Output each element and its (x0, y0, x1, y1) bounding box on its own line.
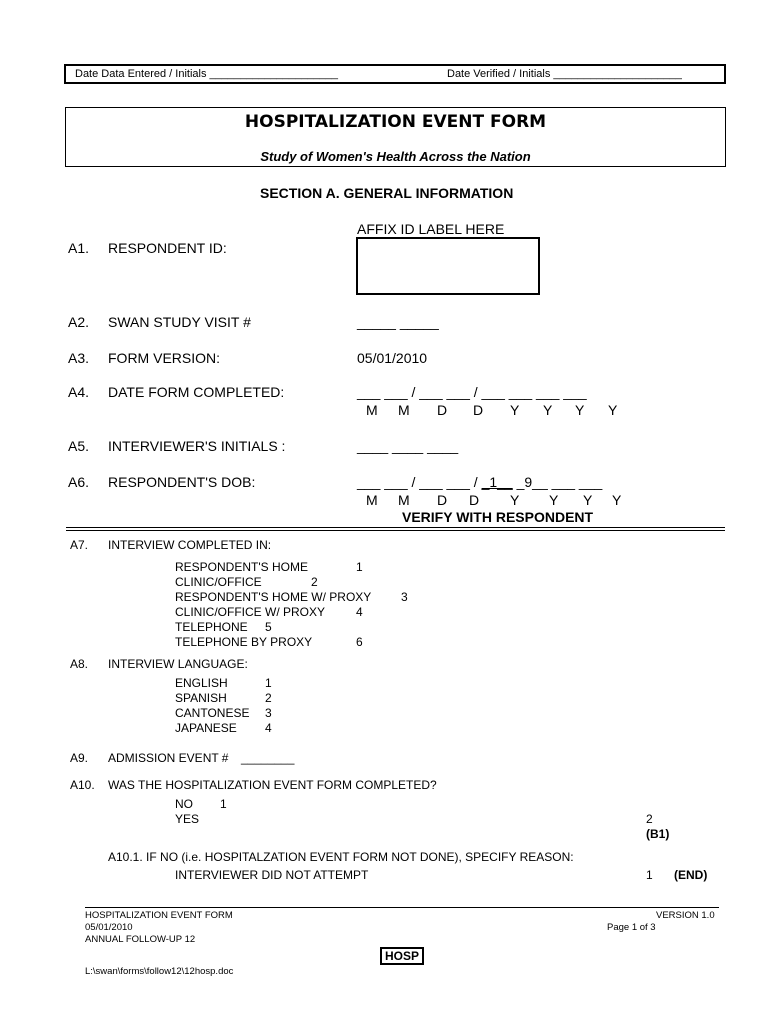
date-completed-field[interactable]: ___ ___ / ___ ___ / ___ ___ ___ ___ (357, 384, 587, 400)
footer-date: 05/01/2010 (85, 922, 133, 933)
date-letter: Y (510, 402, 520, 418)
a10-yes-option[interactable]: YES (175, 812, 200, 826)
a6-label: RESPONDENT'S DOB: (108, 474, 256, 490)
a7-option[interactable]: RESPONDENT'S HOME (175, 560, 308, 574)
a6-number: A6. (68, 474, 90, 490)
date-letter: D (437, 402, 448, 418)
a7-option[interactable]: RESPONDENT'S HOME W/ PROXY (175, 590, 372, 604)
a7-number: A7. (70, 538, 89, 552)
a7-option-code: 2 (311, 575, 318, 589)
a10-1-code: 1 (646, 868, 653, 882)
a7-option-code: 4 (356, 605, 363, 619)
date-entered-field[interactable]: Date Data Entered / Initials _____________________ (75, 68, 338, 80)
dob-year-digit-1: _1__ (481, 474, 513, 490)
footer-visit: ANNUAL FOLLOW-UP 12 (85, 934, 196, 945)
footer-version: VERSION 1.0 (656, 910, 715, 921)
divider-line (66, 530, 725, 531)
dob-letter: M (398, 492, 410, 508)
footer-rule (85, 907, 719, 908)
a3-label: FORM VERSION: (108, 350, 221, 366)
header-box (64, 64, 726, 84)
a8-option[interactable]: JAPANESE (175, 721, 237, 735)
date-letter: D (473, 402, 484, 418)
a10-1-option[interactable]: INTERVIEWER DID NOT ATTEMPT (175, 868, 369, 882)
a5-label: INTERVIEWER'S INITIALS : (108, 438, 286, 454)
a10-1-skip: (END) (674, 868, 708, 882)
a8-option-code: 3 (265, 706, 272, 720)
a10-label: WAS THE HOSPITALIZATION EVENT FORM COMPLETED? (108, 778, 437, 792)
a10-no-code: 1 (220, 797, 227, 811)
a7-option[interactable]: CLINIC/OFFICE W/ PROXY (175, 605, 326, 619)
a4-number: A4. (68, 384, 90, 400)
footer-file-path: L:\swan\forms\follow12\12hosp.doc (85, 966, 234, 977)
a5-number: A5. (68, 438, 90, 454)
dob-letter: Y (549, 492, 559, 508)
a7-option-code: 6 (356, 635, 363, 649)
a2-number: A2. (68, 314, 90, 330)
a10-1-label: A10.1. IF NO (i.e. HOSPITALZATION EVENT FORM NOT DONE), SPECIFY REASON: (108, 850, 574, 864)
divider-line (66, 527, 725, 528)
date-letter: Y (575, 402, 585, 418)
a8-option-code: 2 (265, 691, 272, 705)
admission-event-field[interactable]: ________ (241, 751, 295, 765)
a9-label: ADMISSION EVENT # (108, 751, 229, 765)
a8-option[interactable]: CANTONESE (175, 706, 250, 720)
form-subtitle: Study of Women's Health Across the Nation (260, 149, 531, 164)
form-version-value: 05/01/2010 (357, 350, 428, 366)
a1-label: RESPONDENT ID: (108, 240, 227, 256)
hosp-tag: HOSP (380, 947, 424, 965)
dob-letter: Y (583, 492, 593, 508)
verify-note: VERIFY WITH RESPONDENT (402, 509, 594, 525)
a8-number: A8. (70, 657, 89, 671)
a7-label: INTERVIEW COMPLETED IN: (108, 538, 272, 552)
date-letter: M (366, 402, 378, 418)
a10-number: A10. (70, 778, 95, 792)
a2-label: SWAN STUDY VISIT # (108, 314, 251, 330)
date-letter: Y (608, 402, 618, 418)
a7-option-code: 1 (356, 560, 363, 574)
a8-option[interactable]: SPANISH (175, 691, 227, 705)
a8-option-code: 4 (265, 721, 272, 735)
a3-number: A3. (68, 350, 90, 366)
date-verified-field[interactable]: Date Verified / Initials _____________________ (447, 68, 682, 80)
a7-option[interactable]: CLINIC/OFFICE (175, 575, 262, 589)
interviewer-initials-field[interactable]: ____ ____ ____ (357, 438, 459, 454)
a7-option[interactable]: TELEPHONE (175, 620, 248, 634)
date-letter: Y (543, 402, 553, 418)
dob-letter: Y (612, 492, 622, 508)
dob-month-day: ___ ___ / ___ ___ / (357, 474, 482, 490)
dob-letter: D (469, 492, 480, 508)
a8-option[interactable]: ENGLISH (175, 676, 228, 690)
footer-page: Page 1 of 3 (607, 922, 656, 933)
a7-option[interactable]: TELEPHONE BY PROXY (175, 635, 313, 649)
a10-no-option[interactable]: NO (175, 797, 193, 811)
dob-year-digit-2: _9__ (512, 474, 548, 490)
title-box (65, 107, 726, 167)
study-visit-field[interactable]: _____ _____ (357, 314, 439, 330)
a10-yes-skip: (B1) (646, 827, 670, 841)
dob-letter: M (366, 492, 378, 508)
a8-label: INTERVIEW LANGUAGE: (108, 657, 248, 671)
dob-year-rest: ___ ___ (547, 474, 603, 490)
respondent-id-box[interactable] (356, 237, 540, 295)
affix-label-text: AFFIX ID LABEL HERE (357, 221, 505, 237)
a10-yes-code: 2 (646, 812, 653, 826)
dob-letter: D (437, 492, 448, 508)
dob-letter: Y (510, 492, 520, 508)
date-letter: M (398, 402, 410, 418)
dob-field[interactable] (357, 474, 602, 490)
a4-label: DATE FORM COMPLETED: (108, 384, 285, 400)
section-a-heading: SECTION A. GENERAL INFORMATION (260, 185, 514, 201)
form-title: HOSPITALIZATION EVENT FORM (244, 112, 547, 132)
a9-number: A9. (70, 751, 89, 765)
a8-option-code: 1 (265, 676, 272, 690)
a7-option-code: 3 (401, 590, 408, 604)
a1-number: A1. (68, 240, 90, 256)
a7-option-code: 5 (265, 620, 272, 634)
footer-form-name: HOSPITALIZATION EVENT FORM (85, 910, 233, 921)
